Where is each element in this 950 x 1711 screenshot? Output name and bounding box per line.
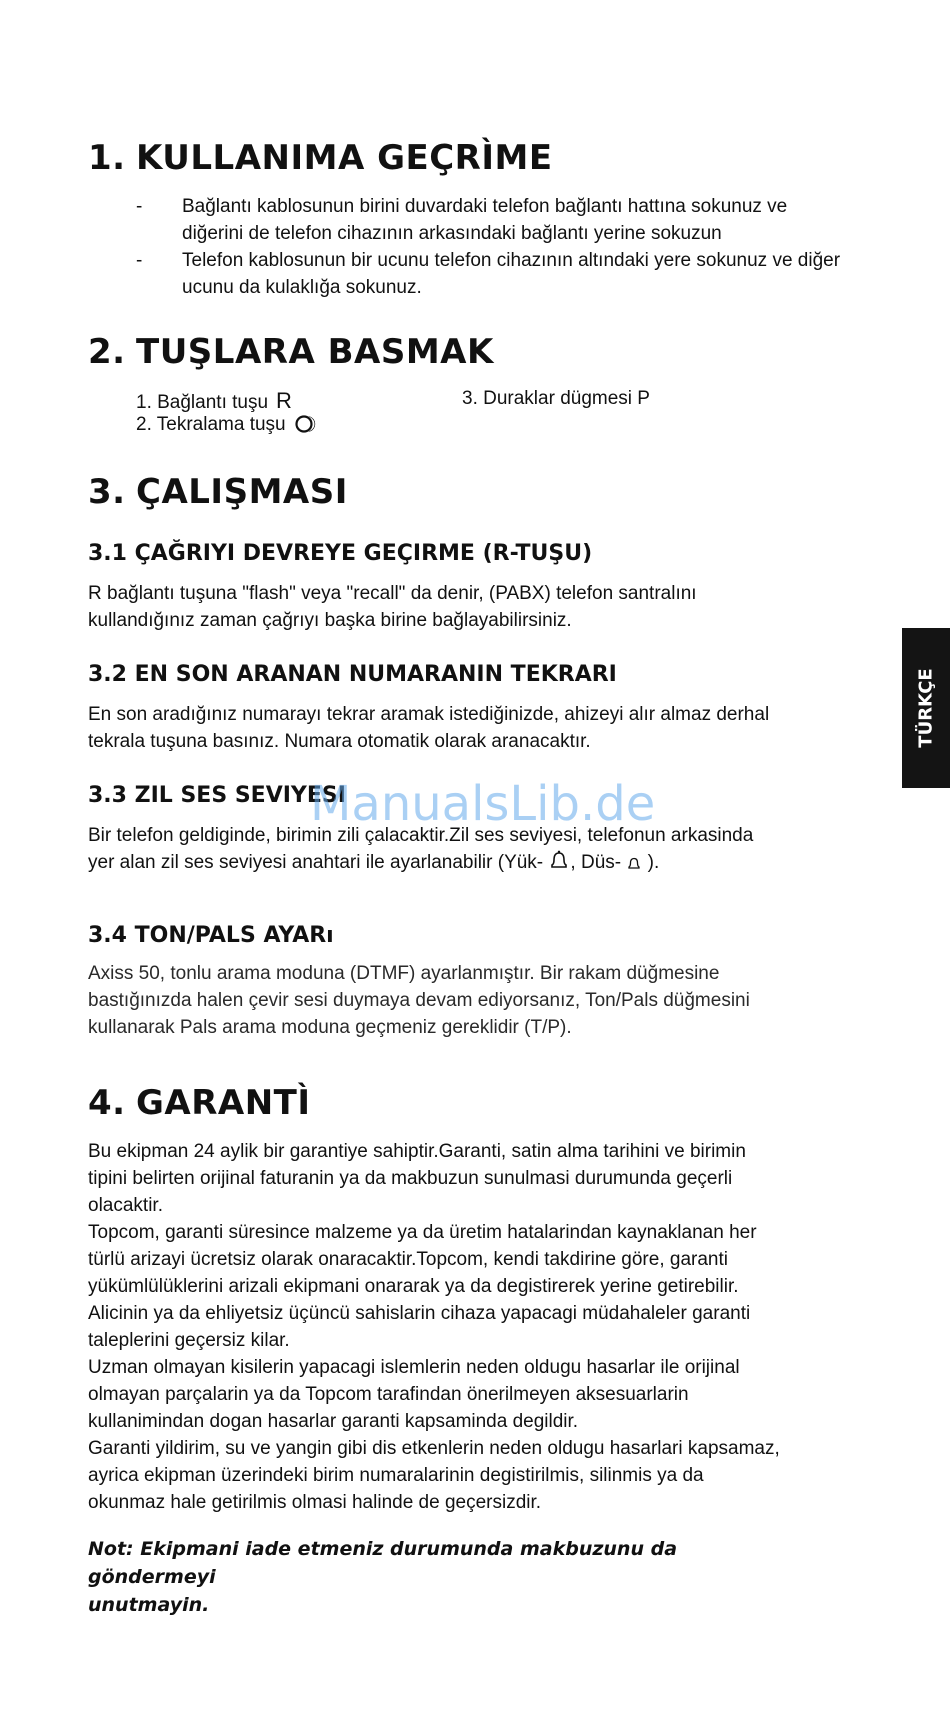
text-line: kullanarak Pals arama moduna geçmeniz gereklidir (T/P). xyxy=(88,1017,572,1038)
text-line: okunmaz hale getirilmis olmasi halinde de geçersizdir. xyxy=(88,1492,542,1513)
text-line: Axiss 50, tonlu arama moduna (DTMF) ayarlanmıştır. Bir rakam düğmesine xyxy=(88,963,720,984)
ring-volume-text-mid: , Düs- xyxy=(570,852,622,873)
note-line-2: unutmayin. xyxy=(88,1594,210,1616)
text-line: kullanimindan dogan hasarlar garanti kapsaminda degildir. xyxy=(88,1411,579,1432)
text-line: En son aradığınız numarayı tekrar aramak istediğinizde, ahizeyi alır almaz derhal xyxy=(88,704,770,725)
redial-icon xyxy=(295,415,317,433)
r-key-symbol: R xyxy=(276,388,292,413)
text-line: Garanti yildirim, su ve yangin gibi dis etkenlerin neden oldugu hasarlari kapsamaz, xyxy=(88,1438,780,1459)
text-line: taleplerini geçersiz kilar. xyxy=(88,1330,290,1351)
subsection-3-1-title: 3.1 ÇAĞRIYI DEVREYE GEÇIRME (R-TUŞU) xyxy=(88,541,593,566)
section-1-bullet-list xyxy=(130,193,850,301)
text-line: türlü arizayi ücretsiz olarak onaracaktir.Topcom, kendi takdirine göre, garanti xyxy=(88,1249,728,1270)
key-2-label: 2. Tekralama tuşu xyxy=(136,414,286,435)
bell-small-icon xyxy=(626,852,642,879)
text-line: tekrala tuşuna basınız. Numara otomatik olarak aranacaktır. xyxy=(88,731,591,752)
text-line: olacaktir. xyxy=(88,1195,163,1216)
list-item: - Telefon kablosunun bir ucunu telefon cihazının altındaki yere sokunuz ve diğer ucunu da kulaklığa sokunuz. xyxy=(136,250,841,298)
key-3-description: 3. Duraklar dügmesi P xyxy=(462,388,650,409)
ring-volume-text-end: ). xyxy=(647,852,660,873)
language-tab-label: TÜRKÇE xyxy=(915,668,937,748)
section-4-heading xyxy=(88,1083,311,1123)
watermark: ManualsLib.de xyxy=(310,776,656,832)
section-2-title: TUŞLARA BASMAK xyxy=(136,332,494,372)
section-1-number: 1. xyxy=(88,138,126,178)
section-2-number: 2. xyxy=(88,332,126,372)
text-line: Topcom, garanti süresince malzeme ya da üretim hatalarindan kaynaklanan her xyxy=(88,1222,757,1243)
bell-large-icon xyxy=(548,849,570,879)
text-line: R bağlantı tuşuna "flash" veya "recall" da denir, (PABX) telefon santralını xyxy=(88,583,697,604)
text-line xyxy=(88,849,878,879)
section-4-body xyxy=(88,1138,878,1516)
key-1-description xyxy=(136,388,292,414)
language-side-tab xyxy=(902,628,950,788)
bullet-text: Telefon kablosunun bir ucunu telefon cihazının altındaki yere sokunuz ve diğer ucunu da kulaklığa sokunuz. xyxy=(182,250,841,298)
section-3-title: ÇALIŞMASI xyxy=(136,472,348,512)
text-line: yükümlülüklerini arizali ekipmani onararak ya da degistirerek yerine getirebilir. xyxy=(88,1276,739,1297)
text-line: Uzman olmayan kisilerin yapacagi islemlerin neden oldugu hasarlar ile orijinal xyxy=(88,1357,740,1378)
subsection-3-4-title: 3.4 TON/PALS AYARı xyxy=(88,923,334,948)
section-2-heading xyxy=(88,332,494,372)
text-line: tipini belirten orijinal faturanin ya da makbuzun sunulmasi durumunda geçerli xyxy=(88,1168,733,1189)
ring-volume-text-start: yer alan zil ses seviyesi anahtari ile ayarlanabilir (Yük- xyxy=(88,852,544,873)
section-1-title: KULLANIMA GEÇRÌME xyxy=(136,138,553,178)
section-3-heading xyxy=(88,472,348,512)
text-line: bastığınızda halen çevir sesi duymaya devam ediyorsanız, Ton/Pals düğmesini xyxy=(88,990,750,1011)
bullet-text: Bağlantı kablosunun birini duvardaki telefon bağlantı hattına sokunuz ve diğerini de telefon cihazının arkasındaki bağlantı yerine sokuzun xyxy=(182,196,788,244)
subsection-3-3-title: 3.3 ZIL SES SEVIYESI xyxy=(88,783,346,808)
text-line: olmayan parçalarin ya da Topcom tarafindan önerilmeyen aksesuarlarin xyxy=(88,1384,689,1405)
note-line-1: Not: Ekipmani iade etmeniz durumunda makbuzunu da göndermeyi xyxy=(88,1538,678,1588)
key-1-label: 1. Bağlantı tuşu xyxy=(136,392,269,413)
text-line: Alicinin ya da ehliyetsiz üçüncü sahislarin cihaza yapacagi müdahaleler garanti xyxy=(88,1303,751,1324)
section-4-number: 4. xyxy=(88,1083,126,1123)
key-2-description xyxy=(136,414,317,436)
text-line: Bir telefon geldiginde, birimin zili çalacaktir.Zil ses seviyesi, telefonun arkasinda xyxy=(88,825,754,846)
text-line: Bu ekipman 24 aylik bir garantiye sahiptir.Garanti, satin alma tarihini ve birimin xyxy=(88,1141,746,1162)
text-line: ayrica ekipman üzerindeki birim numaralarinin degistirilmis, silinmis ya da xyxy=(88,1465,704,1486)
warranty-note xyxy=(88,1535,808,1619)
subsection-3-2-title: 3.2 EN SON ARANAN NUMARANIN TEKRARI xyxy=(88,662,617,687)
section-1-heading xyxy=(88,138,553,178)
text-line: kullandığınız zaman çağrıyı başka birine bağlayabilirsiniz. xyxy=(88,610,572,631)
subsection-3-1-body xyxy=(88,580,878,634)
section-4-title: GARANTÌ xyxy=(136,1083,311,1123)
list-item: - Bağlantı kablosunun birini duvardaki telefon bağlantı hattına sokunuz ve diğerini de telefon cihazının arkasındaki bağlantı yerine sokuzun xyxy=(136,196,788,244)
section-3-number: 3. xyxy=(88,472,126,512)
subsection-3-4-body xyxy=(88,960,878,1041)
subsection-3-2-body xyxy=(88,701,878,755)
